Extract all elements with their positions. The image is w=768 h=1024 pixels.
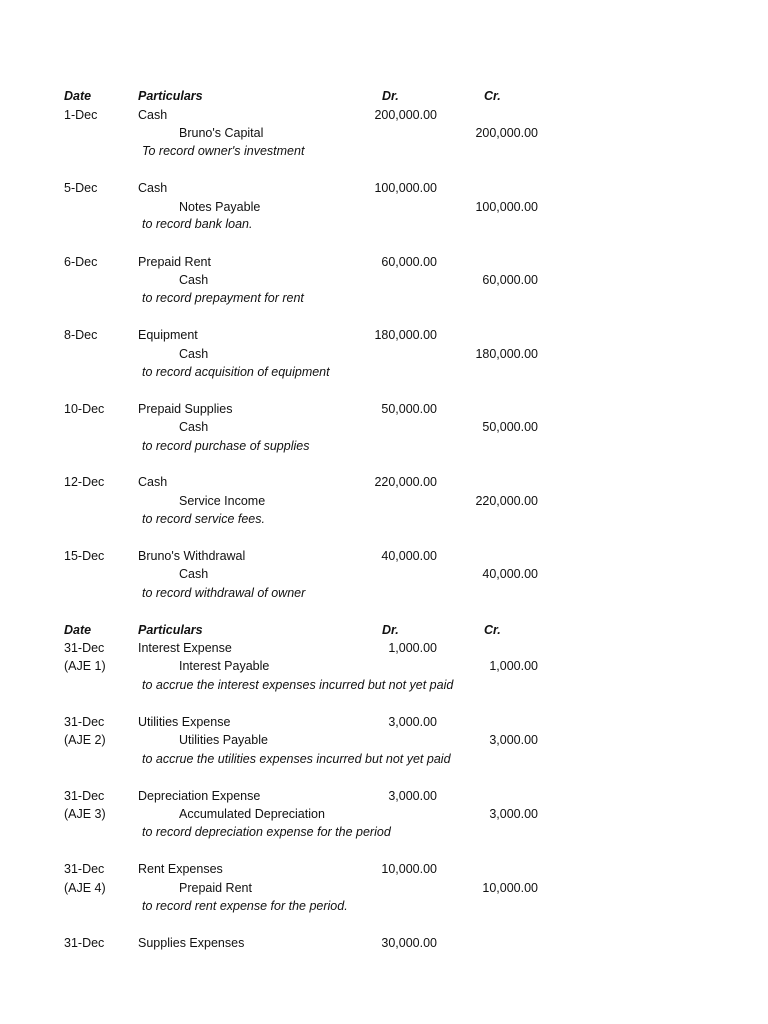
entry-credit-amount: 180,000.00 (475, 347, 538, 361)
entry-debit-amount: 50,000.00 (381, 402, 437, 416)
entry-credit-amount: 100,000.00 (475, 200, 538, 214)
aje-date: 31-Dec (64, 862, 105, 876)
entry-date: 6-Dec (64, 255, 98, 269)
entry-credit-account: Cash (179, 273, 209, 287)
entry-credit-account: Notes Payable (179, 200, 261, 214)
entry-description: to record purchase of supplies (142, 439, 310, 453)
header-cr: Cr. (484, 623, 501, 637)
aje-debit-amount: 3,000.00 (388, 789, 437, 803)
header-particulars: Particulars (138, 623, 203, 637)
entry-description: To record owner's investment (142, 144, 305, 158)
header-cr: Cr. (484, 89, 501, 103)
entry-credit-account: Cash (179, 347, 209, 361)
entry-debit-amount: 180,000.00 (374, 328, 437, 342)
entry-credit-account: Cash (179, 420, 209, 434)
header-dr: Dr. (382, 89, 399, 103)
aje-credit-account: Prepaid Rent (179, 881, 252, 895)
aje-debit-account: Interest Expense (138, 641, 232, 655)
aje-credit-account: Utilities Payable (179, 733, 268, 747)
entry-date: 15-Dec (64, 549, 105, 563)
entry-debit-account: Prepaid Rent (138, 255, 211, 269)
entry-date: 8-Dec (64, 328, 98, 342)
entry-description: to record withdrawal of owner (142, 586, 306, 600)
entry-description: to record prepayment for rent (142, 291, 304, 305)
entry-date: 5-Dec (64, 181, 98, 195)
entry-debit-amount: 60,000.00 (381, 255, 437, 269)
aje-credit-account: Interest Payable (179, 659, 270, 673)
entry-date: 1-Dec (64, 108, 98, 122)
entry-date: 10-Dec (64, 402, 105, 416)
entry-credit-amount: 40,000.00 (482, 567, 538, 581)
aje-description: to record depreciation expense for the period (142, 825, 391, 839)
aje-debit-amount: 3,000.00 (388, 715, 437, 729)
entry-debit-amount: 100,000.00 (374, 181, 437, 195)
header-date: Date (64, 89, 92, 103)
entry-credit-amount: 200,000.00 (475, 126, 538, 140)
entry-description: to record bank loan. (142, 217, 253, 231)
entry-description: to record service fees. (142, 512, 265, 526)
entry-debit-amount: 220,000.00 (374, 475, 437, 489)
aje-description: to record rent expense for the period. (142, 899, 348, 913)
aje-debit-account: Supplies Expenses (138, 936, 245, 950)
aje-debit-account: Depreciation Expense (138, 789, 261, 803)
header-dr: Dr. (382, 623, 399, 637)
entry-credit-account: Cash (179, 567, 209, 581)
entry-credit-account: Service Income (179, 494, 266, 508)
aje-description: to accrue the utilities expenses incurred but not yet paid (142, 752, 451, 766)
header-particulars: Particulars (138, 89, 203, 103)
entry-debit-account: Cash (138, 181, 168, 195)
entry-debit-account: Prepaid Supplies (138, 402, 233, 416)
aje-date: 31-Dec (64, 715, 105, 729)
aje-credit-amount: 3,000.00 (489, 807, 538, 821)
entry-debit-account: Bruno's Withdrawal (138, 549, 246, 563)
aje-ref: (AJE 3) (64, 807, 106, 821)
entry-debit-account: Cash (138, 475, 168, 489)
aje-debit-amount: 30,000.00 (381, 936, 437, 950)
aje-credit-account: Accumulated Depreciation (179, 807, 325, 821)
aje-debit-account: Rent Expenses (138, 862, 223, 876)
aje-debit-account: Utilities Expense (138, 715, 231, 729)
aje-debit-amount: 1,000.00 (388, 641, 437, 655)
aje-credit-amount: 1,000.00 (489, 659, 538, 673)
aje-debit-amount: 10,000.00 (381, 862, 437, 876)
aje-credit-amount: 3,000.00 (489, 733, 538, 747)
aje-ref: (AJE 4) (64, 881, 106, 895)
aje-description: to accrue the interest expenses incurred but not yet paid (142, 678, 454, 692)
header-date: Date (64, 623, 92, 637)
aje-ref: (AJE 2) (64, 733, 106, 747)
aje-date: 31-Dec (64, 789, 105, 803)
entry-credit-amount: 220,000.00 (475, 494, 538, 508)
entry-credit-amount: 60,000.00 (482, 273, 538, 287)
entry-debit-account: Equipment (138, 328, 198, 342)
aje-date: 31-Dec (64, 936, 105, 950)
entry-date: 12-Dec (64, 475, 105, 489)
entry-debit-amount: 200,000.00 (374, 108, 437, 122)
aje-ref: (AJE 1) (64, 659, 106, 673)
entry-credit-amount: 50,000.00 (482, 420, 538, 434)
entry-credit-account: Bruno's Capital (179, 126, 264, 140)
aje-date: 31-Dec (64, 641, 105, 655)
aje-credit-amount: 10,000.00 (482, 881, 538, 895)
entry-description: to record acquisition of equipment (142, 365, 330, 379)
entry-debit-account: Cash (138, 108, 168, 122)
entry-debit-amount: 40,000.00 (381, 549, 437, 563)
